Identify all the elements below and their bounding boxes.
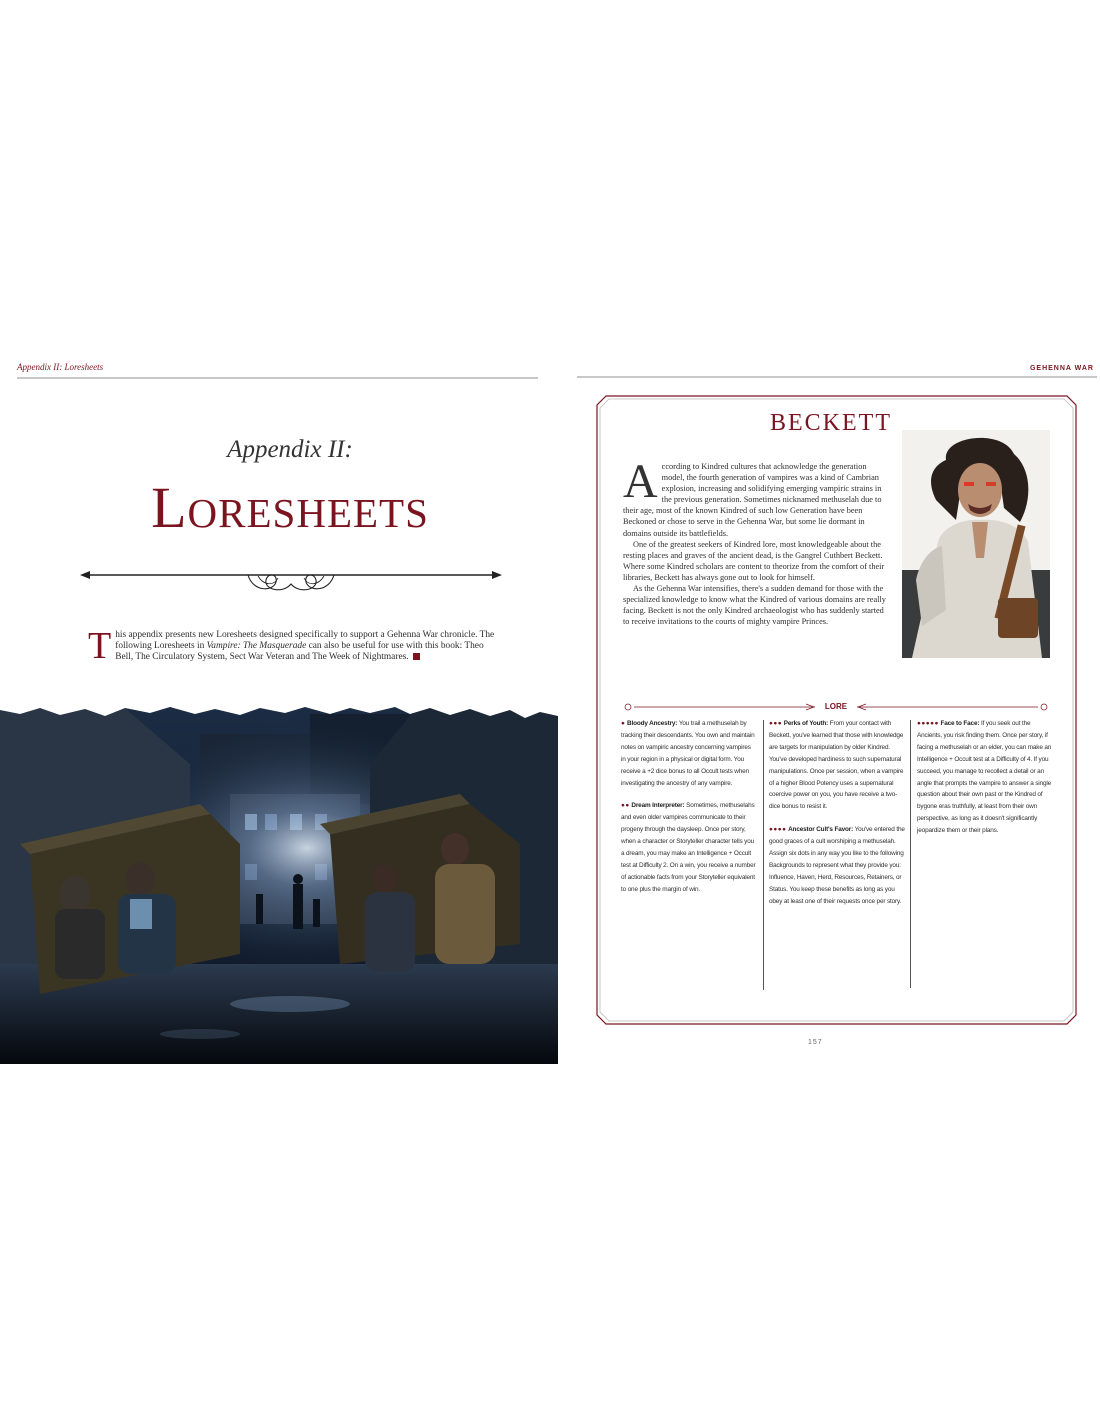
alley-ambush-illustration [0, 704, 558, 1064]
lore-entry-text: You trail a methuselah by tracking their descendants. You own and maintain notes on vampiric ancestry concerning vampires in your region in a physical or digital form. You receive a +2 dice bonus to all Occult tests when investigating the ancestry of any vampire. [621, 720, 755, 787]
intro-paragraph [88, 625, 498, 667]
lore-entry-dream-interpreter [621, 800, 757, 895]
beckett-portrait [902, 430, 1050, 658]
lore-entry-name: Ancestor Cult's Favor: [788, 826, 854, 834]
lore-entry-name: Face to Face: [940, 720, 980, 727]
end-mark-icon [413, 653, 420, 660]
header-rule-right [577, 376, 1097, 378]
loresheet-title: BECKETT [770, 410, 892, 436]
dot-rating: ●●● [769, 720, 783, 727]
title-flourish-ornament [78, 562, 504, 598]
lore-entry-name: Perks of Youth: [783, 720, 829, 727]
lore-column-3 [917, 718, 1053, 848]
lore-entry-perks-of-youth [769, 718, 905, 813]
lore-entry-bloody-ancestry [621, 718, 757, 789]
lore-entry-name: Dream Interpreter: [631, 802, 685, 810]
lore-entry-text: Sometimes, methuselahs and even older vampires communicate to their progeny through the daysleep. Once per story, when a character or Storyteller character tells you a dream, you may make an Intelligence + Occult test at Difficulty 2. On a win, you receive a number of actionable facts from your Storyteller equivalent to one plus the margin of win. [621, 802, 756, 893]
lore-column-1 [621, 718, 757, 907]
appendix-label: Appendix II: [227, 436, 353, 463]
lore-column-2 [769, 718, 905, 919]
lore-entry-name: Bloody Ancestry: [627, 720, 678, 727]
page-title: Loresheets [151, 475, 429, 540]
intro-book-title: Vampire: The Masquerade [206, 641, 307, 652]
body-paragraph-2: One of the greatest seekers of Kindred lore, most knowledgeable about the resting places and graves of the ancient dead, is the Gangrel Cuthbert Beckett. Where some Kindred scholars are content to theorize from the comfort of their libraries, Beckett has always gone out to look for himself. [623, 539, 885, 582]
beckett-body [623, 455, 891, 627]
lore-entry-text: From your contact with Beckett, you've learned that those with knowledge are targets for manipulation by older Kindred. You've developed hardiness to such supernatural manipulations. Once per session, when a vampire of a higher Blood Potency uses a supernatural coercive power on you, you have receive a two-dice bonus to resist it. [769, 720, 904, 811]
running-header-left: Appendix II: Loresheets [17, 362, 104, 372]
body-paragraph-1: According to Kindred cultures that acknowledge the generation model, the fourth generation of vampires was a kind of Cambrian explosion, increasing and solidifying emerging vampiric strains in the previous generation. Sometimes nicknamed methuselah due to their age, most of the known Kindred of such low Generation have been Beckoned or chose to serve in the Gehenna War, but some lie dormant in domains outside its battlefields. [623, 455, 882, 538]
lore-entry-text: If you seek out the Ancients, you risk finding them. Once per story, if facing a methuselah or an elder, you can make an Intelligence + Occult test at a Difficulty of 4. If you succeed, you manage to recollect a detail or an angle that prompts the vampire to answer a single question about their own past or the Kindred of bygone eras truthfully, at least from their own perspective, as long as it doesn't significantly jeopardize them or their plans. [917, 720, 1052, 835]
lore-divider [620, 700, 1052, 714]
column-separator [910, 720, 911, 988]
header-rule-left [17, 377, 538, 379]
lore-entry-ancestor-cults-favor [769, 824, 905, 907]
lore-entry-face-to-face [917, 718, 1053, 837]
lore-entry-text: You've entered the good graces of a cult worshiping a methuselah. Assign six dots in any way you like to the following Backgrounds to represent what they provide you: Influence, Haven, Herd, Resources, Retainers, or Status. You keep these benefits as long as you obey at least one of their requests once per story. [769, 826, 905, 905]
running-header-right: GEHENNA WAR [1029, 365, 1094, 372]
dot-rating: ●●●●● [917, 720, 939, 727]
dot-rating: ●●●● [769, 826, 787, 834]
drop-cap: T [88, 625, 112, 667]
body-paragraph-3: As the Gehenna War intensifies, there's a sudden demand for those with the specialized knowledge to know what the Kindred of various domains are really facing. Beckett is not the only Kindred archaeologist who has suddenly started to receive invitations to the courts of mighty vampire Princes. [623, 584, 886, 627]
intro-text-end: can also be useful for use with this book: Theo Bell, The Circulatory System, Sect War Veteran and The Week of Nightmares. [115, 641, 484, 663]
dot-rating: ● [621, 720, 626, 727]
page-number: 157 [808, 1039, 823, 1046]
lore-label: LORE [824, 702, 848, 711]
column-separator [763, 720, 764, 990]
intro-text: his appendix presents new Loresheets designed specifically to support a Gehenna War chronicle. The following Loresheets in [115, 630, 495, 652]
drop-cap: A [623, 455, 658, 508]
dot-rating: ●● [621, 802, 630, 810]
